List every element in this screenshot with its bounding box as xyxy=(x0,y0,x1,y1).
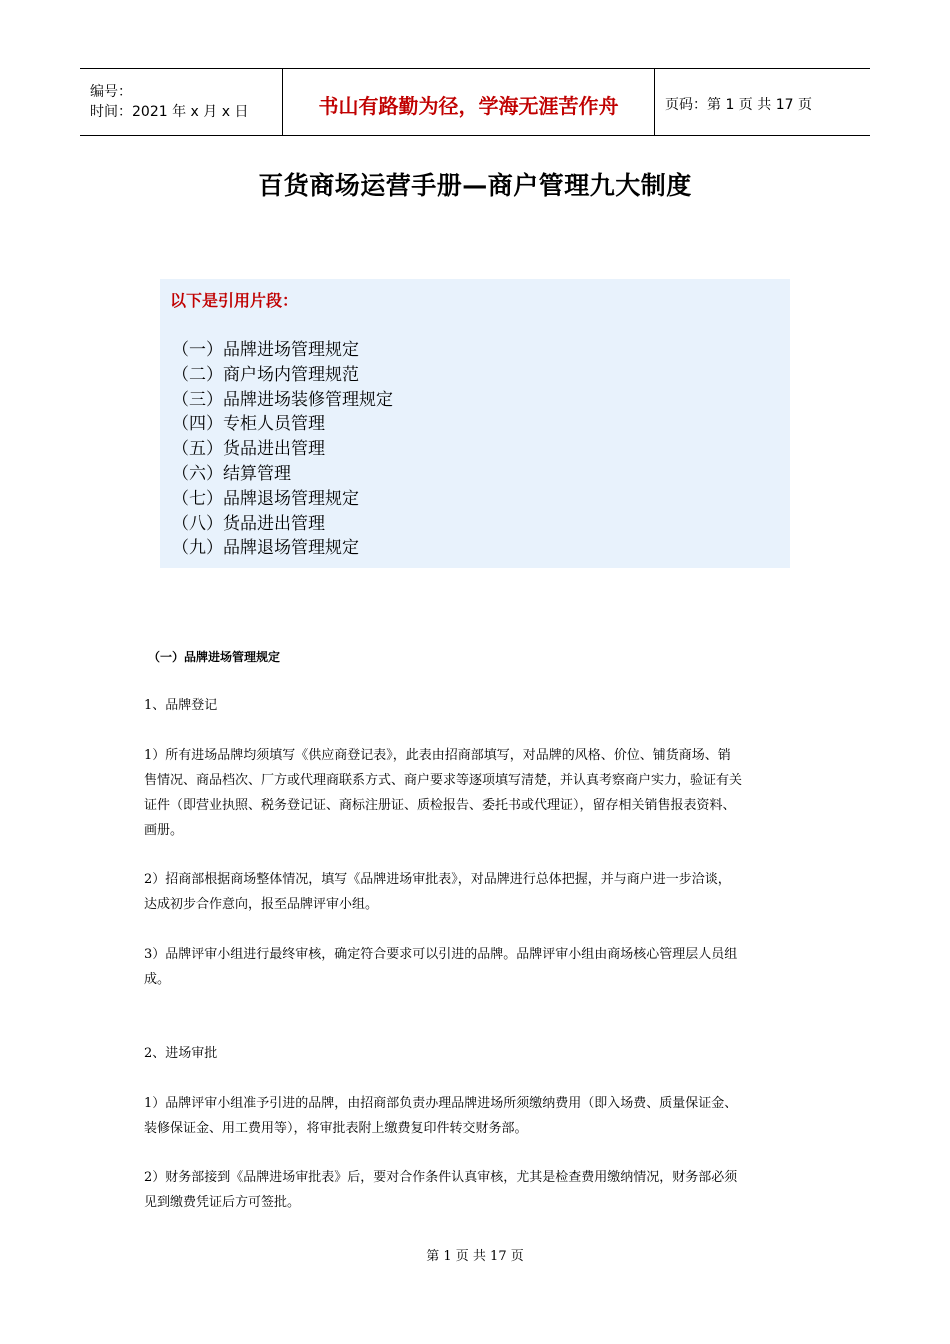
quote-item: （三）品牌进场装修管理规定 xyxy=(172,389,393,410)
subsection-title: 2、进场审批 xyxy=(144,1046,218,1061)
header-page-cell xyxy=(655,69,870,135)
paragraph-line: 画册。 xyxy=(144,823,184,838)
paragraph-line: 1）品牌评审小组准予引进的品牌，由招商部负责办理品牌进场所须缴纳费用（即入场费、质量保证金、 xyxy=(144,1096,738,1111)
section-heading: （一）品牌进场管理规定 xyxy=(148,650,281,664)
paragraph-line: 2）财务部接到《品牌进场审批表》后，要对合作条件认真审核，尤其是检查费用缴纳情况，财务部必须 xyxy=(144,1170,738,1185)
paragraph-line: 2）招商部根据商场整体情况，填写《品牌进场审批表》，对品牌进行总体把握，并与商户进一步洽谈， xyxy=(144,872,731,887)
document-time-label: 时间：2021 年 x 月 x 日 xyxy=(90,104,249,120)
subsection-title: 1、品牌登记 xyxy=(144,698,218,713)
quote-item: （四）专柜人员管理 xyxy=(172,414,325,435)
paragraph xyxy=(144,743,814,843)
paragraph xyxy=(144,1165,814,1215)
paragraph-line: 见到缴费凭证后方可签批。 xyxy=(144,1195,301,1210)
header-meta-cell xyxy=(80,69,282,135)
paragraph xyxy=(144,1091,814,1141)
paragraph-line: 装修保证金、用工费用等），将审批表附上缴费复印件转交财务部。 xyxy=(144,1121,528,1136)
quote-item: （一）品牌进场管理规定 xyxy=(172,340,359,360)
page-footer: 第 1 页 共 17 页 xyxy=(426,1249,524,1264)
paragraph xyxy=(144,942,814,992)
header-motto: 书山有路勤为径，学海无涯苦作舟 xyxy=(318,93,619,118)
quote-item: （九）品牌退场管理规定 xyxy=(172,538,359,559)
quote-list xyxy=(172,338,393,561)
paragraph-line: 售情况、商品档次、厂方或代理商联系方式、商户要求等逐项填写清楚，并认真考察商户实力，验证有关 xyxy=(144,773,743,788)
document-title: 百货商场运营手册—商户管理九大制度 xyxy=(258,171,692,200)
paragraph xyxy=(144,867,814,917)
header-motto-cell xyxy=(282,69,655,135)
paragraph-line: 3）品牌评审小组进行最终审核，确定符合要求可以引进的品牌。品牌评审小组由商场核心管理层人员组 xyxy=(144,947,738,962)
quote-item: （五）货品进出管理 xyxy=(172,439,325,460)
quote-item: （七）品牌退场管理规定 xyxy=(172,488,359,509)
paragraph-line: 达成初步合作意向，报至品牌评审小组。 xyxy=(144,897,379,912)
quote-item: （八）货品进出管理 xyxy=(172,513,325,534)
document-number-label: 编号： xyxy=(90,84,132,100)
paragraph-line: 成。 xyxy=(144,972,171,987)
header-page-info: 页码：第 1 页 共 17 页 xyxy=(665,97,812,113)
page-header xyxy=(80,68,870,136)
paragraph-line: 证件（即营业执照、税务登记证、商标注册证、质检报告、委托书或代理证），留存相关销售报表资料、 xyxy=(144,798,736,813)
quote-item: （二）商户场内管理规范 xyxy=(172,364,359,385)
paragraph-line: 1）所有进场品牌均须填写《供应商登记表》，此表由招商部填写，对品牌的风格、价位、铺货商场、销 xyxy=(144,748,731,763)
quote-item: （六）结算管理 xyxy=(172,463,291,484)
quote-box xyxy=(160,279,790,568)
quote-heading: 以下是引用片段： xyxy=(170,291,299,310)
